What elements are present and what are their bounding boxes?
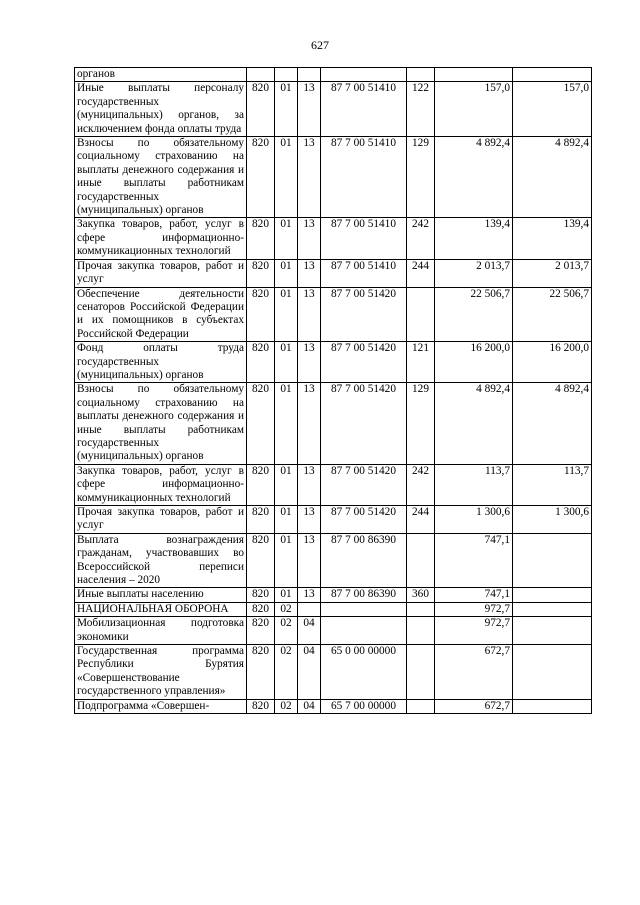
row-section-cell: 01 — [275, 259, 298, 287]
row-expense-type-cell: 244 — [407, 506, 435, 534]
row-section-cell: 02 — [275, 699, 298, 713]
row-amount-cell: 1 300,6 — [435, 506, 513, 534]
row-name-cell: Прочая закупка товаров, работ и услуг — [75, 259, 247, 287]
row-ved-cell: 820 — [247, 287, 275, 342]
row-target-article-cell — [321, 68, 407, 82]
table-row — [75, 464, 592, 505]
row-amount-cell: 22 506,7 — [435, 287, 513, 342]
row-amount-cell: 4 892,4 — [435, 137, 513, 218]
row-ved-cell: 820 — [247, 383, 275, 464]
row-name-cell: Государственная программа Республики Бурятия «Совершенствование государственного управления» — [75, 645, 247, 700]
row-target-article-cell — [321, 602, 407, 616]
row-subsection-cell — [298, 602, 321, 616]
table-row — [75, 342, 592, 383]
table-row — [75, 383, 592, 464]
row-subsection-cell: 13 — [298, 506, 321, 534]
row-target-article-cell: 87 7 00 51410 — [321, 82, 407, 137]
table-row — [75, 645, 592, 700]
row-section-cell: 01 — [275, 218, 298, 259]
row-amount-subvention-cell: 1 300,6 — [513, 506, 592, 534]
row-name-cell: Иные выплаты персоналу государственных (муниципальных) органов, за исключением фонда оплаты труда — [75, 82, 247, 137]
row-section-cell: 01 — [275, 287, 298, 342]
row-target-article-cell — [321, 617, 407, 645]
row-target-article-cell: 87 7 00 51410 — [321, 259, 407, 287]
row-name-cell: Мобилизационная подготовка экономики — [75, 617, 247, 645]
row-subsection-cell: 04 — [298, 699, 321, 713]
row-amount-cell: 157,0 — [435, 82, 513, 137]
row-amount-subvention-cell: 139,4 — [513, 218, 592, 259]
table-row — [75, 137, 592, 218]
row-subsection-cell: 04 — [298, 645, 321, 700]
row-amount-subvention-cell: 113,7 — [513, 464, 592, 505]
row-expense-type-cell: 121 — [407, 342, 435, 383]
row-ved-cell: 820 — [247, 699, 275, 713]
table-row — [75, 287, 592, 342]
row-target-article-cell: 87 7 00 51420 — [321, 464, 407, 505]
row-ved-cell: 820 — [247, 617, 275, 645]
table-row — [75, 259, 592, 287]
row-target-article-cell: 87 7 00 51420 — [321, 342, 407, 383]
row-amount-subvention-cell — [513, 588, 592, 602]
row-name-cell: НАЦИОНАЛЬНАЯ ОБОРОНА — [75, 602, 247, 616]
table-row — [75, 699, 592, 713]
row-expense-type-cell — [407, 699, 435, 713]
row-name-cell: органов — [75, 68, 247, 82]
row-section-cell: 01 — [275, 506, 298, 534]
row-name-cell: Фонд оплаты труда государственных (муниципальных) органов — [75, 342, 247, 383]
row-subsection-cell: 13 — [298, 287, 321, 342]
row-ved-cell — [247, 68, 275, 82]
row-ved-cell: 820 — [247, 342, 275, 383]
row-amount-cell: 113,7 — [435, 464, 513, 505]
table-row — [75, 617, 592, 645]
row-amount-cell: 672,7 — [435, 645, 513, 700]
row-section-cell: 02 — [275, 617, 298, 645]
row-amount-subvention-cell — [513, 602, 592, 616]
row-target-article-cell: 65 0 00 00000 — [321, 645, 407, 700]
row-subsection-cell: 13 — [298, 533, 321, 588]
page-number: 627 — [311, 38, 329, 52]
row-target-article-cell: 87 7 00 51410 — [321, 137, 407, 218]
row-name-cell: Выплата вознаграждения гражданам, участвовавших во Всероссийской переписи населения – 2020 — [75, 533, 247, 588]
row-ved-cell: 820 — [247, 506, 275, 534]
row-name-cell: Иные выплаты населению — [75, 588, 247, 602]
row-amount-subvention-cell — [513, 617, 592, 645]
row-section-cell — [275, 68, 298, 82]
row-amount-cell: 4 892,4 — [435, 383, 513, 464]
row-expense-type-cell — [407, 602, 435, 616]
row-expense-type-cell — [407, 287, 435, 342]
row-section-cell: 01 — [275, 82, 298, 137]
table-row — [75, 533, 592, 588]
row-subsection-cell — [298, 68, 321, 82]
row-subsection-cell: 13 — [298, 464, 321, 505]
table-row — [75, 588, 592, 602]
row-target-article-cell: 87 7 00 86390 — [321, 588, 407, 602]
row-amount-subvention-cell — [513, 68, 592, 82]
row-target-article-cell: 87 7 00 51420 — [321, 383, 407, 464]
row-ved-cell: 820 — [247, 533, 275, 588]
row-ved-cell: 820 — [247, 464, 275, 505]
row-expense-type-cell — [407, 617, 435, 645]
row-section-cell: 01 — [275, 464, 298, 505]
row-amount-cell: 2 013,7 — [435, 259, 513, 287]
row-expense-type-cell: 360 — [407, 588, 435, 602]
row-amount-subvention-cell — [513, 645, 592, 700]
row-amount-cell — [435, 68, 513, 82]
budget-table — [74, 67, 592, 714]
row-ved-cell: 820 — [247, 259, 275, 287]
row-expense-type-cell: 129 — [407, 383, 435, 464]
row-amount-cell: 672,7 — [435, 699, 513, 713]
row-ved-cell: 820 — [247, 218, 275, 259]
row-subsection-cell: 13 — [298, 218, 321, 259]
row-name-cell: Подпрограмма «Совершен- — [75, 699, 247, 713]
row-amount-cell: 747,1 — [435, 533, 513, 588]
row-name-cell: Закупка товаров, работ, услуг в сфере информационно-коммуникационных технологий — [75, 218, 247, 259]
row-expense-type-cell: 244 — [407, 259, 435, 287]
row-name-cell: Взносы по обязательному социальному страхованию на выплаты денежного содержания и иные выплаты работникам государственных (муниципальных) органов — [75, 383, 247, 464]
row-section-cell: 01 — [275, 137, 298, 218]
row-subsection-cell: 13 — [298, 82, 321, 137]
row-amount-subvention-cell: 2 013,7 — [513, 259, 592, 287]
row-subsection-cell: 13 — [298, 137, 321, 218]
row-ved-cell: 820 — [247, 82, 275, 137]
row-amount-subvention-cell: 22 506,7 — [513, 287, 592, 342]
row-amount-subvention-cell: 16 200,0 — [513, 342, 592, 383]
row-subsection-cell: 13 — [298, 342, 321, 383]
row-expense-type-cell — [407, 645, 435, 700]
row-subsection-cell: 13 — [298, 383, 321, 464]
table-row — [75, 82, 592, 137]
row-name-cell: Прочая закупка товаров, работ и услуг — [75, 506, 247, 534]
row-expense-type-cell — [407, 533, 435, 588]
row-amount-cell: 139,4 — [435, 218, 513, 259]
table-row — [75, 506, 592, 534]
row-amount-subvention-cell: 4 892,4 — [513, 383, 592, 464]
row-expense-type-cell — [407, 68, 435, 82]
table-row — [75, 68, 592, 82]
row-ved-cell: 820 — [247, 588, 275, 602]
row-amount-cell: 972,7 — [435, 617, 513, 645]
row-expense-type-cell: 242 — [407, 464, 435, 505]
row-expense-type-cell: 242 — [407, 218, 435, 259]
row-expense-type-cell: 129 — [407, 137, 435, 218]
row-name-cell: Закупка товаров, работ, услуг в сфере информационно-коммуникационных технологий — [75, 464, 247, 505]
row-subsection-cell: 04 — [298, 617, 321, 645]
row-section-cell: 02 — [275, 602, 298, 616]
row-target-article-cell: 65 7 00 00000 — [321, 699, 407, 713]
row-amount-subvention-cell — [513, 533, 592, 588]
row-target-article-cell: 87 7 00 51420 — [321, 506, 407, 534]
row-expense-type-cell: 122 — [407, 82, 435, 137]
row-ved-cell: 820 — [247, 645, 275, 700]
row-target-article-cell: 87 7 00 86390 — [321, 533, 407, 588]
row-section-cell: 01 — [275, 383, 298, 464]
row-amount-cell: 972,7 — [435, 602, 513, 616]
row-section-cell: 01 — [275, 342, 298, 383]
row-amount-subvention-cell: 4 892,4 — [513, 137, 592, 218]
row-subsection-cell: 13 — [298, 259, 321, 287]
row-section-cell: 02 — [275, 645, 298, 700]
row-target-article-cell: 87 7 00 51420 — [321, 287, 407, 342]
row-section-cell: 01 — [275, 533, 298, 588]
row-subsection-cell: 13 — [298, 588, 321, 602]
row-section-cell: 01 — [275, 588, 298, 602]
row-amount-subvention-cell: 157,0 — [513, 82, 592, 137]
row-amount-cell: 16 200,0 — [435, 342, 513, 383]
row-amount-subvention-cell — [513, 699, 592, 713]
row-name-cell: Обеспечение деятельности сенаторов Российской Федерации и их помощников в субъектах Российской Федерации — [75, 287, 247, 342]
table-row — [75, 602, 592, 616]
row-ved-cell: 820 — [247, 602, 275, 616]
row-target-article-cell: 87 7 00 51410 — [321, 218, 407, 259]
row-amount-cell: 747,1 — [435, 588, 513, 602]
table-row — [75, 218, 592, 259]
row-ved-cell: 820 — [247, 137, 275, 218]
row-name-cell: Взносы по обязательному социальному страхованию на выплаты денежного содержания и иные выплаты работникам государственных (муниципальных) органов — [75, 137, 247, 218]
